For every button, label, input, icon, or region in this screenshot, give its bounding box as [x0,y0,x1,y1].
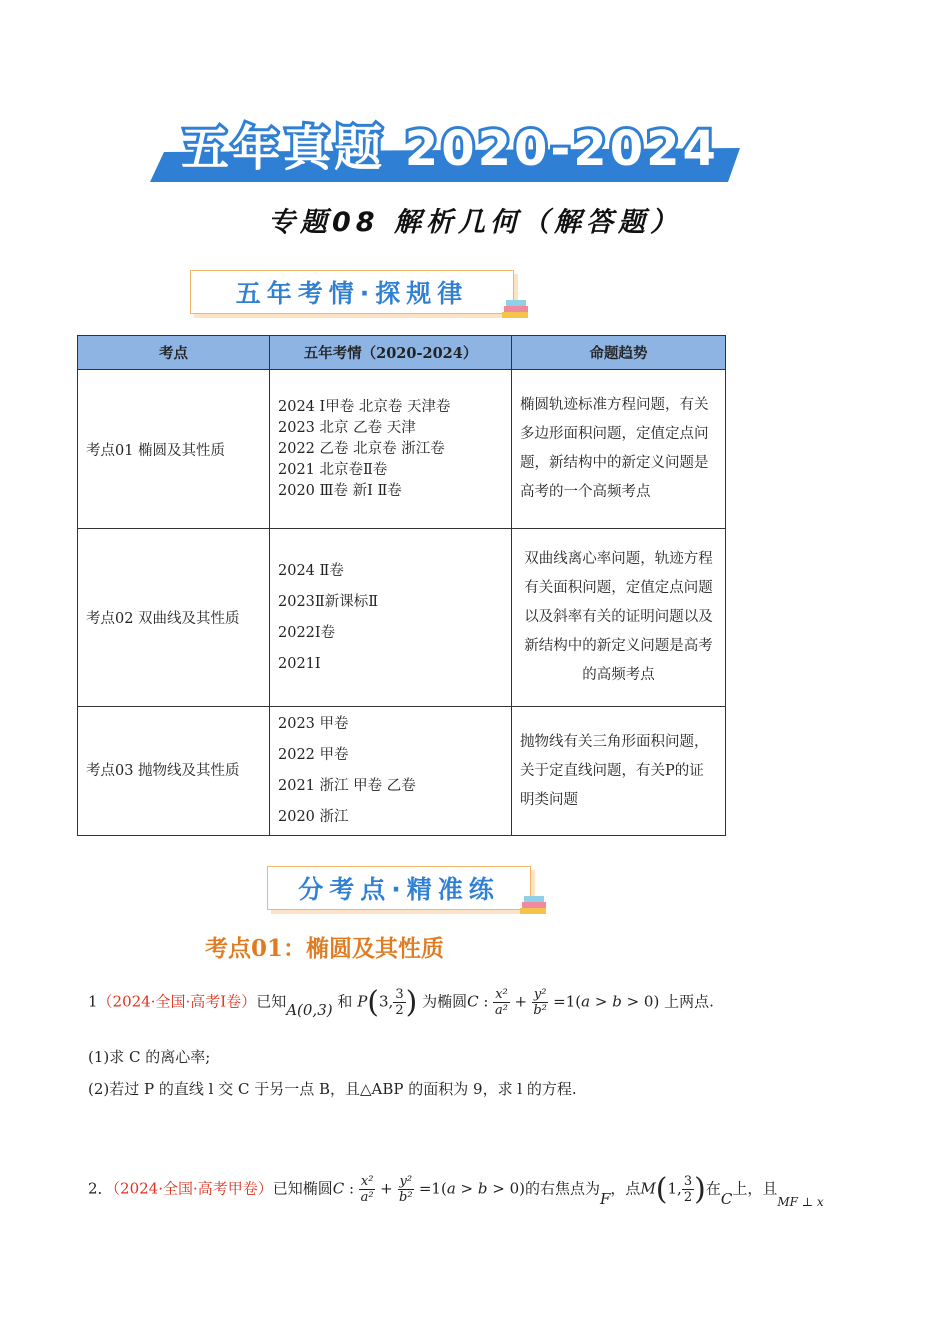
trend-text: 双曲线离心率问题，轨迹方程有关面积问题，定值定点问题以及斜率有关的证明问题以及新结构中的新定义问题是高考的高频考点 [524,551,713,683]
exam-trends-table [77,335,726,836]
year-line: 2021Ⅰ [278,655,321,672]
question-number: 2． [88,1179,113,1198]
table-cell-topic [78,529,270,707]
question-text: 已知 [256,992,287,1011]
question-text: ，点 [610,1179,641,1198]
section-header-trends-label: 五年考情·探规律 [235,279,469,308]
year-line: 2021 北京卷Ⅱ卷 [278,461,388,478]
trend-text: 抛物线有关三角形面积问题，关于定直线问题，有关P的证明类问题 [520,733,709,808]
year-line: 2022 甲卷 [278,747,349,763]
year-line: 2020 浙江 [278,809,349,825]
question-1: 1（2024·全国·高考Ⅰ卷）已知A(0,3) 和 P(3, $\frac{3}{2}$ ) 为椭圆C : $\frac{\text{x²}}{\text{a²}}$ + $\frac{\text{y²}}{\text{b²}}$ =1(a > b > 0) 上两点. [88,985,714,1020]
question-text: 上两点. [664,992,714,1011]
year-line: 2024 Ⅱ卷 [278,562,344,579]
trend-text: 椭圆轨迹标准方程问题，有关多边形面积问题，定值定点问题，新结构中的新定义问题是高考的一个高频考点 [520,397,709,500]
focus-f: F [600,1189,611,1208]
section-header-trends [190,270,514,314]
table-header-trend: 命题趋势 [512,336,726,370]
condition-text: MF ⊥ x [777,1194,824,1209]
question-2: 2．（2024·全国·高考甲卷）已知椭圆C : $\frac{\text{x²}}{\text{a²}}$ + $\frac{\text{y²}}{\text{b²}}$ =1(a > b > 0)的右焦点为F，点M(1, $\frac{3}{2}$ )在C上，且$_{MF \perp x}$ [88,1172,824,1209]
books-icon [518,892,550,918]
topic-label: 考点03 抛物线及其性质 [86,762,240,779]
question-1-part-1: (1)求 C 的离心率; [88,1048,211,1066]
table-row [78,707,726,836]
table-cell-trend [512,370,726,529]
section-header-practice [267,866,531,910]
question-text: 在 [705,1179,721,1198]
curve-c: C [720,1189,733,1208]
question-source: （2024·全国·高考Ⅰ卷） [97,992,257,1011]
topic-label: 考点02 双曲线及其性质 [86,611,240,627]
table-header-topic: 考点 [78,336,270,370]
year-line: 2023 北京 乙卷 天津 [278,419,416,436]
kaodian-title: 考点01：椭圆及其性质 [205,935,445,962]
banner-title: 五年真题 2020-2024 [181,121,719,177]
page-subtitle: 专题08 解析几何（解答题） [268,207,682,238]
year-line: 2022Ⅰ卷 [278,624,336,641]
question-source: （2024·全国·高考甲卷） [112,1179,273,1198]
table-cell-topic [78,370,270,529]
question-number: 1 [88,992,98,1011]
question-text: 已知椭圆 [272,1179,333,1198]
year-line: 2022 乙卷 北京卷 浙江卷 [278,440,445,457]
year-line: 2020 Ⅲ卷 新Ⅰ Ⅱ卷 [278,482,402,499]
table-cell-trend [512,529,726,707]
table-cell-years [270,370,512,529]
table-header-years: 五年考情（2020-2024） [270,336,512,370]
section-header-practice-label: 分考点·精准练 [298,875,500,904]
table-cell-years [270,529,512,707]
question-text: 为椭圆 [422,992,468,1011]
table-row [78,370,726,529]
books-icon [500,296,532,322]
question-text: 上，且 [732,1179,778,1198]
table-cell-trend [512,707,726,836]
topic-label: 考点01 椭圆及其性质 [86,442,226,459]
table-cell-years [270,707,512,836]
year-line: 2023Ⅱ新课标Ⅱ [278,593,379,610]
title-banner [150,118,740,184]
year-line: 2021 浙江 甲卷 乙卷 [278,778,416,794]
question-text: 的右焦点为 [524,1179,600,1198]
question-text: 和 [337,992,353,1011]
point-a: A(0,3) [286,1000,333,1019]
year-line: 2024 Ⅰ甲卷 北京卷 天津卷 [278,398,451,415]
table-row [78,529,726,707]
question-1-part-2: (2)若过 P 的直线 l 交 C 于另一点 B，且△ABP 的面积为 9，求 l 的方程. [88,1080,577,1098]
year-line: 2023 甲卷 [278,716,349,732]
table-cell-topic [78,707,270,836]
